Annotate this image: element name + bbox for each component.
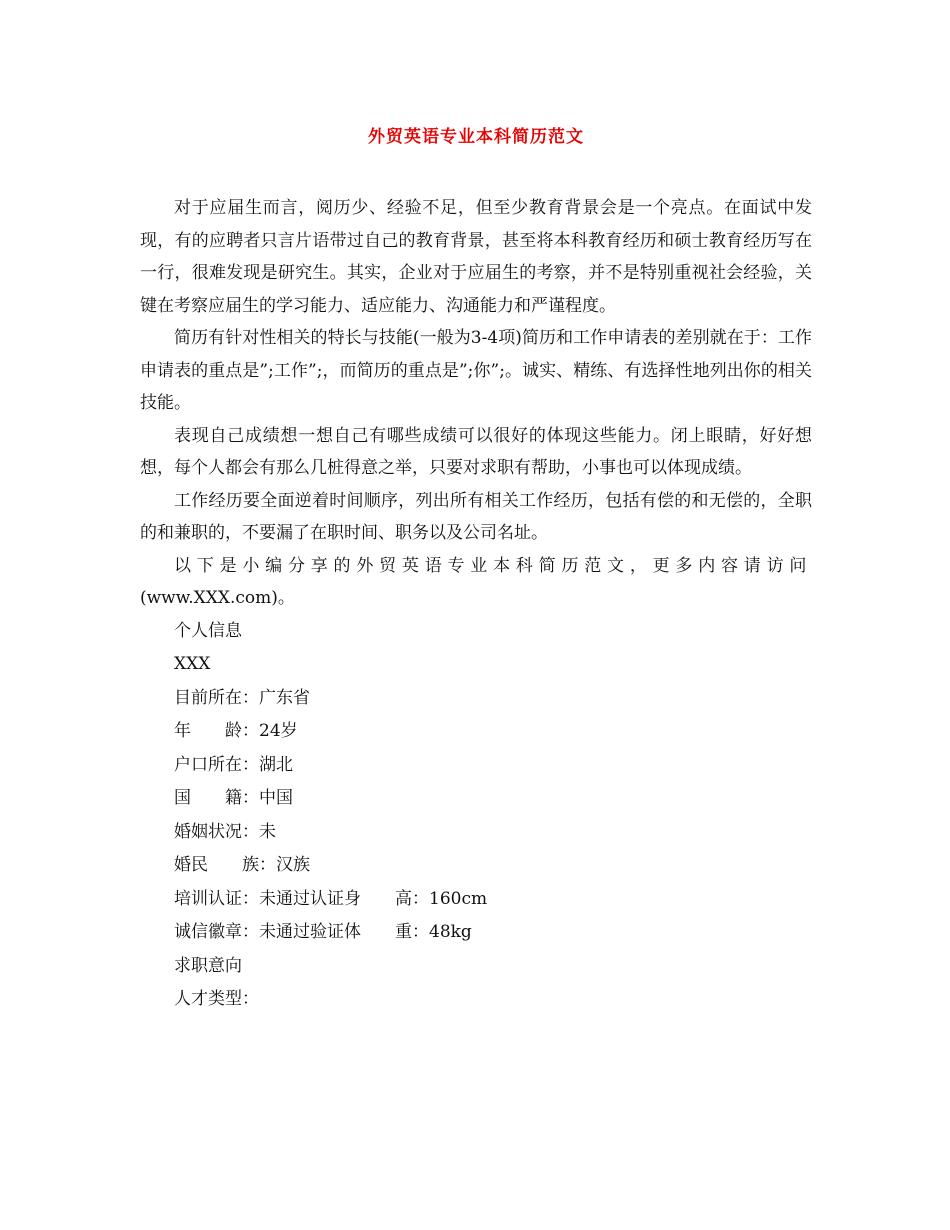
paragraph-education: 对于应届生而言，阅历少、经验不足，但至少教育背景会是一个亮点。在面试中发现，有的应聘者只言片语带过自己的教育背景，甚至将本科教育经历和硕士教育经历写在一行，很难发现是研究生。其实，企业对于应届生的考察，并不是特别重视社会经验，关键在考察应届生的学习能力、适应能力、沟通能力和严谨程度。	[140, 198, 812, 316]
info-marital-status: 婚姻状况：未	[174, 821, 276, 842]
section-heading-job-intention: 求职意向	[174, 955, 242, 976]
info-hukou: 户口所在：湖北	[174, 754, 293, 775]
paragraph-skills: 简历有针对性相关的特长与技能(一般为3-4项)简历和工作申请表的差别就在于：工作申请表的重点是”;工作”;，而简历的重点是”;你”;。诚实、精练、有选择性地列出你的相关技能。	[140, 328, 812, 413]
info-nationality: 国 籍：中国	[174, 788, 293, 808]
intro-text: 以下是小编分享的外贸英语专业本科简历范文，更多内容请访问	[174, 555, 812, 576]
info-name: XXX	[174, 654, 211, 674]
info-ethnicity: 婚民 族：汉族	[174, 855, 310, 875]
info-talent-type: 人才类型：	[174, 989, 259, 1009]
section-heading-personal-info: 个人信息	[174, 620, 242, 641]
document-body	[140, 192, 812, 1017]
intro-link: (www.XXX.com)。	[140, 588, 295, 608]
info-location: 目前所在：广东省	[174, 687, 310, 708]
info-badge-weight: 诚信徽章：未通过验证体 重：48kg	[174, 922, 472, 942]
paragraph-intro	[140, 550, 812, 615]
paragraph-achievements: 表现自己成绩想一想自己有哪些成绩可以很好的体现这些能力。闭上眼睛，好好想想，每个人都会有那么几桩得意之举，只要对求职有帮助，小事也可以体现成绩。	[140, 425, 812, 478]
info-certification-height: 培训认证：未通过认证身 高：160cm	[174, 888, 488, 909]
document-title: 外贸英语专业本科简历范文	[368, 127, 584, 147]
paragraph-experience: 工作经历要全面逆着时间顺序，列出所有相关工作经历，包括有偿的和无偿的，全职的和兼职的，不要漏了在职时间、职务以及公司名址。	[140, 490, 812, 543]
info-age: 年 龄：24岁	[174, 721, 298, 741]
